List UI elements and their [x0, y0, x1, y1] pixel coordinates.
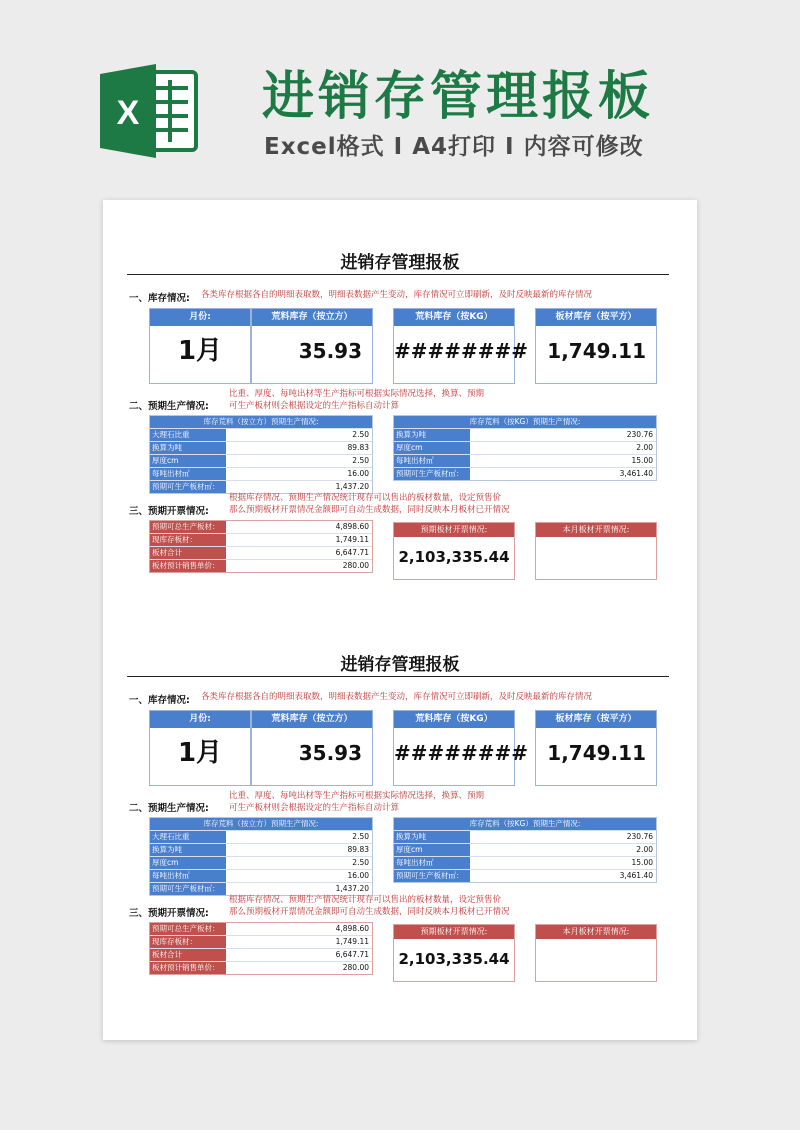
table-row: 预期可总生产板材： 4,898.60 — [152, 522, 369, 531]
section2-note-2: 可生产板材则会根据设定的生产指标自动计算 — [229, 803, 400, 813]
table-title: 库存荒料（按KG）预期生产情况: — [394, 818, 656, 830]
table-row: 换算为吨 230.76 — [394, 830, 656, 843]
table-row: 板材预计销售单价： 280.00 — [150, 559, 372, 572]
raw-stock-kg-card — [393, 308, 529, 384]
slab-stock-label: 板材库存（按平方） — [536, 309, 656, 326]
month-card-value[interactable]: 1月 — [177, 336, 223, 366]
report-block-1 — [103, 200, 697, 590]
table-title: 库存荒料（按KG）预期生产情况: — [394, 416, 656, 428]
table-row: 预期可总生产板材： 4,898.60 — [152, 924, 369, 933]
section2-note-2: 可生产板材则会根据设定的生产指标自动计算 — [229, 401, 400, 411]
table-row: 每吨出材㎡ 16.00 — [150, 467, 372, 480]
slab-stock-value[interactable]: 1,749.11 — [547, 741, 646, 765]
expected-invoice-label: 预期板材开票情况: — [394, 523, 514, 537]
raw-stock-m3-value[interactable]: 35.93 — [298, 741, 362, 765]
section1-note: 各类库存根据各自的明细表取数，明细表数据产生变动，库存情况可立即刷新，及时反映最新的库存情况 — [201, 290, 593, 300]
raw-stock-kg-label: 荒料库存（按KG） — [394, 309, 514, 326]
table-row: 大理石比重 2.50 — [150, 830, 372, 843]
table-row: 预期可生产板材㎡： 1,437.20 — [150, 882, 372, 895]
expected-invoice-card — [393, 924, 515, 982]
table-row: 换算为吨 89.83 — [150, 843, 372, 856]
raw-kg-production-table — [393, 415, 657, 481]
section3-note-1: 根据库存情况、预期生产情况统计现存可以售出的板材数量，设定预售价 — [229, 895, 502, 905]
table-row: 每吨出材㎡ 15.00 — [394, 454, 656, 467]
table-row: 厚度cm 2.50 — [150, 454, 372, 467]
raw-stock-kg-label: 荒料库存（按KG） — [394, 711, 514, 728]
table-row: 预期可生产板材㎡： 3,461.40 — [394, 869, 656, 882]
svg-text:X: X — [116, 94, 140, 132]
raw-stock-m3-card — [251, 710, 373, 786]
section2-note-1: 比重、厚度、每吨出材等生产指标可根据实际情况选择，换算、预期 — [229, 791, 485, 801]
expected-invoice-value[interactable]: 2,103,335.44 — [398, 548, 510, 566]
table-row: 每吨出材㎡ 16.00 — [150, 869, 372, 882]
sheet-paper — [103, 200, 697, 1040]
section3-label: 三、预期开票情况: — [129, 506, 209, 517]
slab-stock-label: 板材库存（按平方） — [536, 711, 656, 728]
table-row: 板材合计 6,647.71 — [150, 948, 372, 961]
raw-m3-production-table — [149, 415, 373, 494]
section3-note-2: 那么预期板材开票情况金额即可自动生成数据，同时反映本月板材已开情况 — [229, 907, 510, 917]
section2-note-1: 比重、厚度、每吨出材等生产指标可根据实际情况选择，换算、预期 — [229, 389, 485, 399]
section1-label: 一、库存情况: — [129, 695, 190, 706]
table-row: 每吨出材㎡ 15.00 — [394, 856, 656, 869]
raw-stock-kg-value[interactable]: ######## — [394, 339, 529, 363]
title-divider — [127, 274, 669, 275]
raw-kg-production-table — [393, 817, 657, 883]
table-row: 换算为吨 89.83 — [150, 441, 372, 454]
slab-stock-card — [535, 308, 657, 384]
invoice-summary-table — [149, 922, 373, 975]
poster-subtitle: Excel格式 I A4打印 I 内容可修改 — [264, 134, 644, 160]
table-title: 库存荒料（按立方）预期生产情况: — [150, 416, 372, 428]
section3-label: 三、预期开票情况: — [129, 908, 209, 919]
monthly-invoice-label: 本月板材开票情况: — [536, 925, 656, 939]
raw-stock-m3-label: 荒料库存（按立方） — [252, 711, 372, 728]
table-row: 预期可生产板材㎡： 3,461.40 — [394, 467, 656, 480]
raw-stock-m3-card — [251, 308, 373, 384]
poster-header — [0, 0, 800, 200]
table-row: 板材合计 6,647.71 — [150, 546, 372, 559]
section2-label: 二、预期生产情况: — [129, 803, 209, 814]
section2-label: 二、预期生产情况: — [129, 401, 209, 412]
month-card — [149, 710, 251, 786]
table-row: 厚度cm 2.00 — [394, 843, 656, 856]
monthly-invoice-card — [535, 522, 657, 580]
monthly-invoice-card — [535, 924, 657, 982]
slab-stock-value[interactable]: 1,749.11 — [547, 339, 646, 363]
sheet-title: 进销存管理报板 — [340, 655, 460, 675]
table-row: 换算为吨 230.76 — [394, 428, 656, 441]
report-block-2 — [103, 602, 697, 992]
section1-label: 一、库存情况: — [129, 293, 190, 304]
month-card-value[interactable]: 1月 — [177, 738, 223, 768]
table-row: 现库存板材： 1,749.11 — [150, 533, 372, 546]
raw-stock-m3-label: 荒料库存（按立方） — [252, 309, 372, 326]
invoice-summary-table — [149, 520, 373, 573]
expected-invoice-card — [393, 522, 515, 580]
month-card-label: 月份: — [150, 309, 250, 326]
poster-title: 进销存管理报板 — [262, 67, 655, 127]
section1-note: 各类库存根据各自的明细表取数，明细表数据产生变动，库存情况可立即刷新，及时反映最新的库存情况 — [201, 692, 593, 702]
expected-invoice-value[interactable]: 2,103,335.44 — [398, 950, 510, 968]
table-row: 厚度cm 2.00 — [394, 441, 656, 454]
raw-stock-kg-value[interactable]: ######## — [394, 741, 529, 765]
raw-stock-kg-card — [393, 710, 529, 786]
raw-m3-production-table — [149, 817, 373, 896]
table-row: 大理石比重 2.50 — [150, 428, 372, 441]
table-title: 库存荒料（按立方）预期生产情况: — [150, 818, 372, 830]
table-row: 现库存板材： 1,749.11 — [150, 935, 372, 948]
section3-note-2: 那么预期板材开票情况金额即可自动生成数据，同时反映本月板材已开情况 — [229, 505, 510, 515]
excel-logo-icon — [100, 62, 200, 160]
title-divider — [127, 676, 669, 677]
month-card-label: 月份: — [150, 711, 250, 728]
table-row: 板材预计销售单价： 280.00 — [150, 961, 372, 974]
expected-invoice-label: 预期板材开票情况: — [394, 925, 514, 939]
month-card — [149, 308, 251, 384]
slab-stock-card — [535, 710, 657, 786]
raw-stock-m3-value[interactable]: 35.93 — [298, 339, 362, 363]
table-row: 厚度cm 2.50 — [150, 856, 372, 869]
table-row: 预期可生产板材㎡： 1,437.20 — [150, 480, 372, 493]
section3-note-1: 根据库存情况、预期生产情况统计现存可以售出的板材数量，设定预售价 — [229, 493, 502, 503]
sheet-title: 进销存管理报板 — [340, 253, 460, 273]
monthly-invoice-label: 本月板材开票情况: — [536, 523, 656, 537]
